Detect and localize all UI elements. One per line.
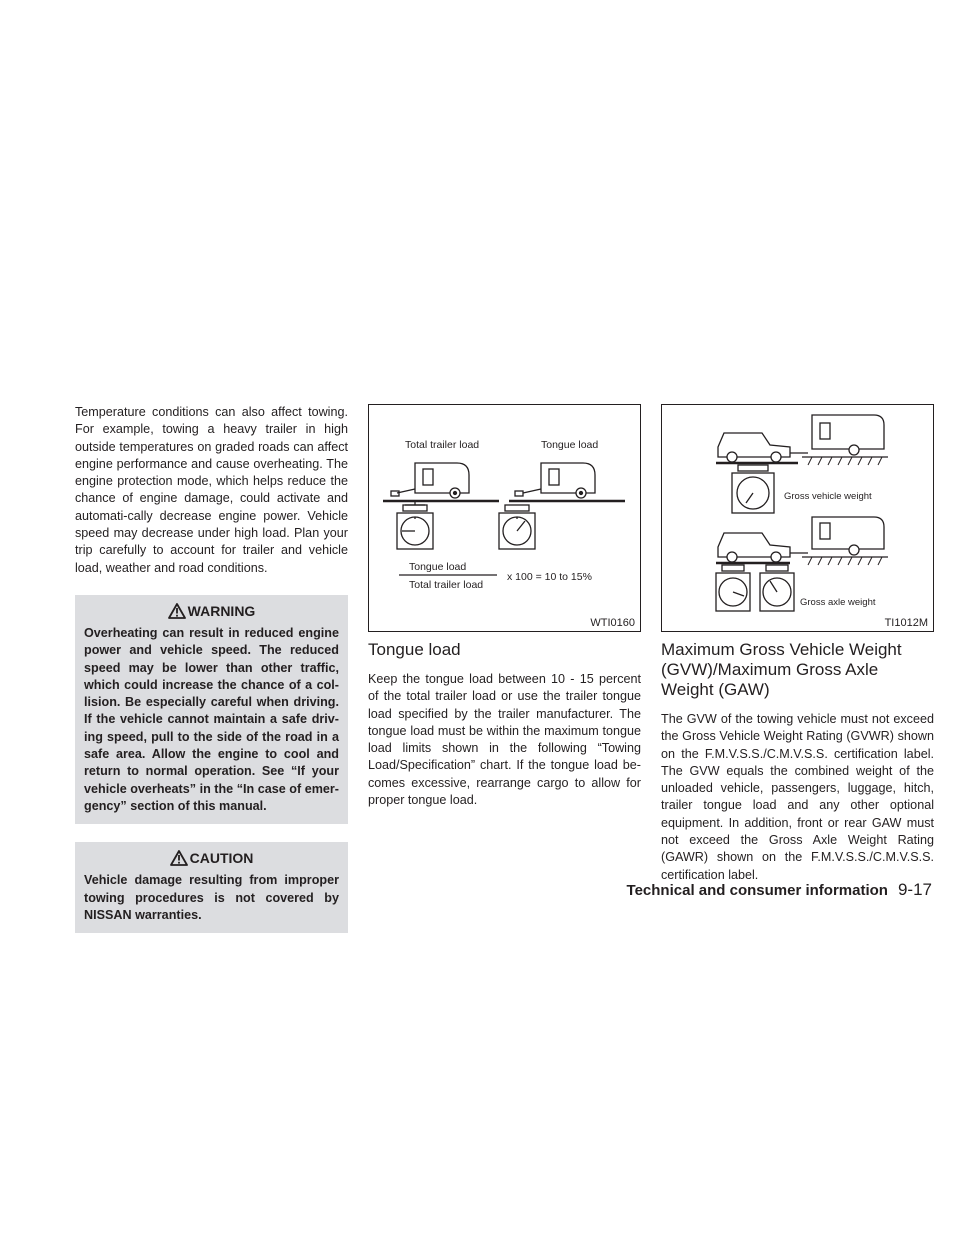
caution-triangle-icon (170, 850, 188, 866)
trailer-drawing-right (509, 463, 625, 501)
middle-column (368, 404, 641, 809)
tongue-load-paragraph: Keep the tongue load between 10 - 15 percent of the total trailer load or use the trailer tongue load specified by the trailer manufacturer. The tongue load must be within the maximum tongue load limits shown in the following “Towing Load/Specification” chart. If the tongue load be-comes excessive, rearrange cargo to allow for proper tongue load. (368, 672, 641, 808)
gross-vehicle-weight-label: Gross vehicle weight (784, 491, 872, 502)
tongue-load-label: Tongue load (541, 439, 599, 451)
warning-box (75, 595, 348, 824)
scale-front-axle (716, 565, 750, 611)
right-column (661, 404, 934, 884)
scale-right (499, 505, 535, 549)
temperature-paragraph: Temperature conditions can also affect towing. For example, towing a heavy trailer in high outside temperatures on graded roads can affect engine performance and cause overheating. The engine protection mode, which helps reduce the chance of engine damage, could activate and automati-cally decrease engine power. Vehicle speed may decrease under high load. Plan your trip carefully to account for trailer and vehicle load, weather and road conditions. (75, 405, 348, 575)
total-trailer-load-label: Total trailer load (405, 439, 480, 451)
scale-rear-axle (760, 565, 794, 611)
figure-code: WTI0160 (590, 617, 635, 629)
caution-text: Vehicle damage resulting from improper towing procedures is not covered by NISSAN warranties. (84, 873, 339, 922)
trailer-drawing-left (383, 463, 499, 505)
vehicle-top (716, 415, 888, 465)
gross-weight-illustration (662, 405, 933, 631)
fraction-denominator: Total trailer load (409, 579, 484, 591)
gvw-paragraph: The GVW of the towing vehicle must not exceed the Gross Vehicle Weight Rating (GVWR) shown on the F.M.V.S.S./C.M.V.S.S. certification label. The GVW equals the combined weight of the unloaded vehicle, passengers, luggage, hitch, trailer tongue load and any other optional equipment. In addition, front or rear GAW must not exceed the Gross Axle Weight Rating (GAWR) shown on the F.M.V.S.S./C.M.V.S.S. certification label. (661, 712, 934, 882)
footer-section-title: Technical and consumer information (626, 882, 888, 899)
tongue-load-illustration (369, 405, 640, 631)
caution-heading: CAUTION (189, 850, 254, 867)
tongue-load-heading: Tongue load (368, 640, 461, 659)
page-number: 9-17 (897, 880, 932, 899)
figure-code: TI1012M (884, 617, 928, 629)
warning-triangle-icon (168, 603, 186, 619)
formula-suffix: x 100 = 10 to 15% (507, 571, 592, 583)
gross-axle-weight-label: Gross axle weight (800, 597, 876, 608)
gvw-gaw-heading: Maximum Gross Vehicle Weight (GVW)/Maximum Gross Axle Weight (GAW) (661, 640, 902, 699)
warning-text: Overheating can result in reduced engine power and vehicle speed. The reduced speed may be lower than other traffic, which could increase the chance of a col-lision. Be especially careful when driving. If the vehicle cannot maintain a safe driv-ing speed, pull to the side of the road in a safe area. Allow the engine to cool and return to normal operation. See “If your vehicle overheats” in the “In case of emer-gency” section of this manual. (84, 625, 339, 813)
caution-box (75, 842, 348, 933)
gross-weight-figure (661, 404, 934, 632)
scale-left (397, 505, 433, 549)
left-column (75, 404, 348, 933)
fraction-numerator: Tongue load (409, 561, 467, 573)
warning-heading: WARNING (187, 602, 256, 619)
vehicle-bottom (716, 517, 888, 565)
tongue-load-figure (368, 404, 641, 632)
scale-gross-vehicle (732, 465, 774, 513)
page-footer (627, 880, 932, 900)
